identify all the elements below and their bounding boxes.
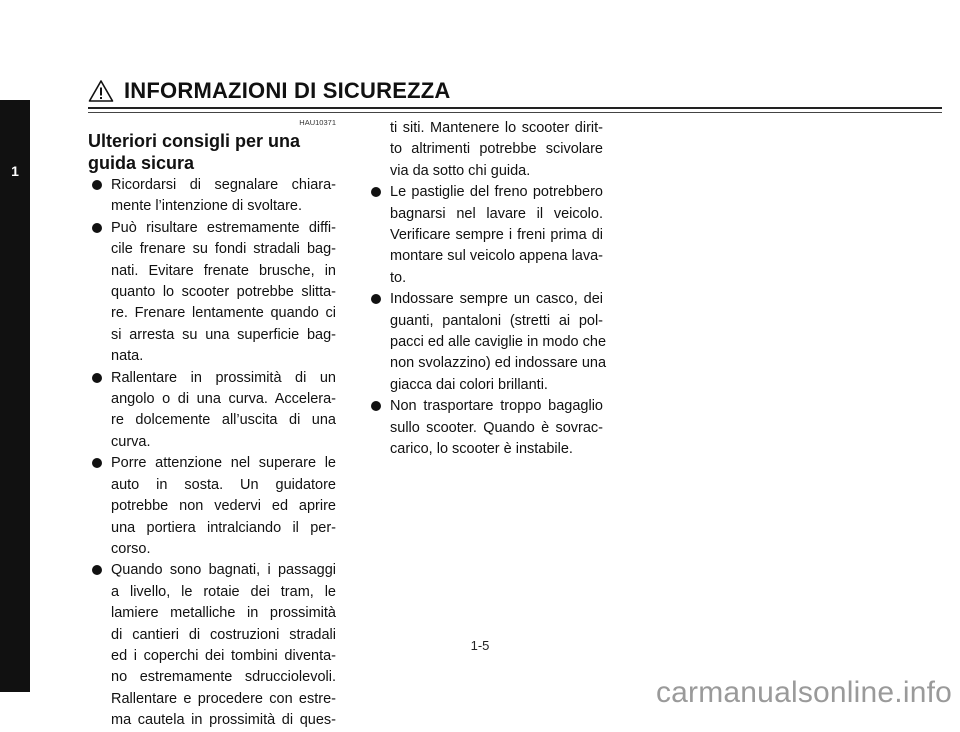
text-line: Le pastiglie del freno potrebbero	[390, 184, 603, 201]
text-line: ed i coperchi dei tombini diventa-	[111, 647, 336, 664]
list-item	[88, 218, 336, 368]
bullet-dot-icon	[371, 187, 381, 197]
text-line: ma cautela in prossimità di ques-	[111, 712, 336, 729]
bullet-dot-icon	[92, 373, 102, 383]
warning-triangle-icon	[88, 79, 114, 103]
text-line: una portiera intralciando il per-	[111, 519, 336, 536]
text-line: non svolazzino) ed indossare una	[390, 355, 607, 372]
text-line: Quando sono bagnati, i passaggi	[111, 562, 336, 579]
text-line: giacca dai colori brillanti.	[390, 376, 548, 393]
text-line: no estremamente sdrucciolevoli.	[111, 669, 336, 686]
section-code: HAU10371	[299, 118, 336, 127]
text-line: Rallentare e procedere con estre-	[111, 690, 336, 707]
section-title-line: Ulteriori consigli per una	[88, 131, 301, 151]
text-line: lamiere metalliche in prossimità	[111, 605, 336, 622]
text-line: auto in sosta. Un guidatore	[111, 476, 336, 493]
text-line: nati. Evitare frenate brusche, in	[111, 262, 336, 279]
text-line: bagnarsi nel lavare il veicolo.	[390, 205, 603, 222]
text-line: Indossare sempre un casco, dei	[390, 291, 603, 308]
bullet-dot-icon	[92, 565, 102, 575]
text-line: nata.	[111, 348, 144, 365]
text-line: a livello, le rotaie dei tram, le	[111, 583, 336, 600]
list-item	[88, 453, 336, 560]
text-line: quanto lo scooter potrebbe slitta-	[111, 284, 336, 301]
text-line: sullo scooter. Quando è sovrac-	[390, 419, 603, 436]
text-line: re. Frenare lentamente quando ci	[111, 305, 336, 322]
list-item	[367, 396, 603, 460]
list-item	[367, 289, 607, 396]
section-title	[88, 130, 336, 174]
list-item-continuation	[367, 118, 603, 182]
text-line: Ricordarsi di segnalare chiara-	[111, 177, 336, 193]
text-line: to.	[390, 269, 407, 286]
text-line: curva.	[111, 433, 151, 450]
text-line: Verificare sempre i freni prima di	[390, 227, 603, 244]
text-line: Può risultare estremamente diffi-	[111, 219, 336, 236]
watermark: carmanualsonline.info	[655, 676, 952, 709]
right-column	[367, 118, 607, 461]
text-line: re dolcemente all’uscita di una	[111, 412, 336, 429]
chapter-number: 1	[11, 163, 19, 179]
bullet-dot-icon	[92, 223, 102, 233]
text-line: si arresta su una superficie bag-	[111, 326, 336, 343]
page-number: 1-5	[470, 638, 490, 653]
page-header	[88, 76, 450, 106]
header-rule-thin	[88, 112, 942, 113]
text-line: mente l’intenzione di svoltare.	[111, 198, 303, 215]
text-line: to altrimenti potrebbe scivolare	[390, 141, 603, 158]
text-line: via da sotto chi guida.	[390, 162, 531, 179]
text-line: montare sul veicolo appena lava-	[390, 248, 603, 265]
header-rule-thick	[88, 107, 942, 109]
text-line: potrebbe non vedervi ed aprire	[111, 498, 336, 515]
section-title-line: guida sicura	[88, 153, 195, 173]
chapter-tab	[0, 100, 30, 692]
text-line: pacci ed alle caviglie in modo che	[390, 334, 607, 351]
text-line: corso.	[111, 540, 151, 557]
bullet-dot-icon	[371, 401, 381, 411]
list-item	[88, 368, 336, 454]
text-line: di cantieri di costruzioni stradali	[111, 626, 336, 643]
list-item	[367, 182, 603, 289]
text-line: cile frenare su fondi stradali bag-	[111, 241, 336, 258]
text-line: Rallentare in prossimità di un	[111, 369, 336, 386]
text-line: ti siti. Mantenere lo scooter dirit-	[390, 120, 603, 136]
text-line: Porre attenzione nel superare le	[111, 455, 336, 472]
bullet-dot-icon	[92, 458, 102, 468]
bullet-dot-icon	[371, 294, 381, 304]
text-line: angolo o di una curva. Accelera-	[111, 391, 336, 408]
header-title: INFORMAZIONI DI SICUREZZA	[124, 78, 451, 103]
text-line: guanti, pantaloni (stretti ai pol-	[390, 312, 603, 329]
bullet-dot-icon	[92, 180, 102, 190]
text-line: Non trasportare troppo bagaglio	[390, 398, 603, 415]
text-line: carico, lo scooter è instabile.	[390, 441, 573, 458]
list-item	[88, 175, 336, 218]
